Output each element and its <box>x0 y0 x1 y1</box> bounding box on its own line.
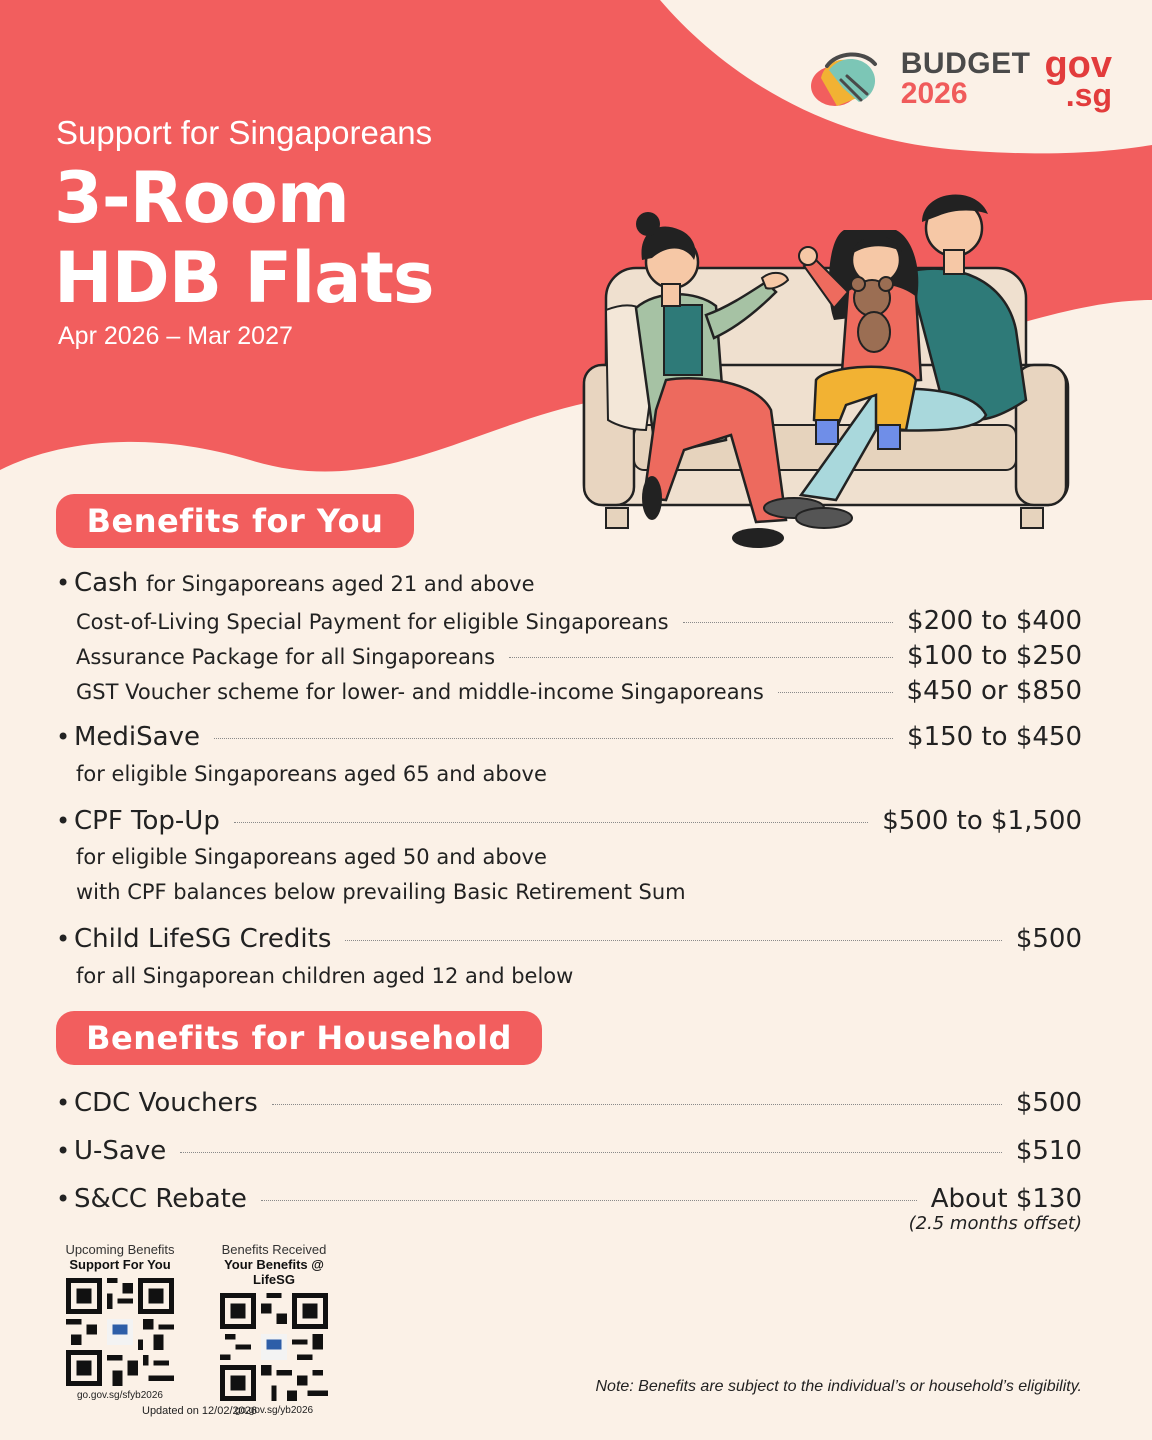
qr-subtitle: Your Benefits @ LifeSG <box>224 1257 324 1287</box>
qr-code-icon[interactable] <box>220 1293 328 1401</box>
family-on-sofa-illustration <box>576 180 1076 580</box>
budget-label: BUDGET <box>900 47 1031 80</box>
updated-date: Updated on 12/02/2026 <box>142 1405 257 1417</box>
household-item-label: S&CC Rebate <box>74 1184 247 1214</box>
bullet: • <box>56 1185 71 1213</box>
hero-period: Apr 2026 – Mar 2027 <box>58 322 293 350</box>
dotted-leader <box>778 692 893 693</box>
household-item-amount: $510 <box>1015 1136 1082 1166</box>
qr-block-upcoming-benefits <box>55 1242 185 1401</box>
dotted-leader <box>180 1152 1002 1153</box>
medisave-amount: $150 to $450 <box>907 722 1082 752</box>
page-title-line-1: 3-Room <box>54 157 349 239</box>
hero-subtitle: Support for Singaporeans <box>56 114 433 151</box>
u-save-row <box>56 1136 1082 1166</box>
bullet: • <box>56 807 71 835</box>
benefits-for-household-heading: Benefits for Household <box>56 1011 542 1065</box>
dotted-leader <box>509 657 893 658</box>
qr-code-icon[interactable] <box>66 1278 174 1386</box>
household-item-amount: About $130 <box>930 1184 1082 1214</box>
cash-row <box>56 568 1082 598</box>
cash-item-assurance-package <box>76 641 1082 671</box>
medisave-description: for eligible Singaporeans aged 65 and above <box>76 762 547 786</box>
benefits-for-you-heading: Benefits for You <box>56 494 414 548</box>
bullet: • <box>56 1137 71 1165</box>
scc-offset-note: (2.5 months offset) <box>908 1213 1082 1234</box>
dotted-leader <box>272 1104 1002 1105</box>
cash-label: Cash <box>74 568 139 598</box>
scc-rebate-row <box>56 1184 1082 1214</box>
cash-item-label: Assurance Package for all Singaporeans <box>76 645 496 669</box>
dotted-leader <box>345 940 1001 941</box>
household-item-label: CDC Vouchers <box>74 1088 258 1118</box>
qr-url[interactable]: go.gov.sg/yb2026 <box>234 1405 314 1416</box>
budget-year: 2026 <box>900 77 968 110</box>
qr-block-benefits-received <box>209 1242 339 1416</box>
cdc-vouchers-row <box>56 1088 1082 1118</box>
budget-wordmark <box>901 49 1031 109</box>
govsg-logo <box>1044 44 1112 113</box>
bullet: • <box>56 569 71 597</box>
medisave-row <box>56 722 1082 752</box>
govsg-logo-gov: gov <box>1044 44 1112 87</box>
child-lifesg-credits-label: Child LifeSG Credits <box>74 924 332 954</box>
cash-item-cost-of-living <box>76 606 1082 636</box>
child-lifesg-credits-amount: $500 <box>1015 924 1082 954</box>
dotted-leader <box>261 1200 917 1201</box>
medisave-label: MediSave <box>74 722 200 752</box>
eligibility-note: Note: Benefits are subject to the individual’s or household’s eligibility. <box>595 1378 1082 1395</box>
cpf-description-line-2: with CPF balances below prevailing Basic Retirement Sum <box>76 880 686 904</box>
cash-item-amount: $100 to $250 <box>907 641 1082 671</box>
cpf-top-up-row <box>56 806 1082 836</box>
cpf-top-up-amount: $500 to $1,500 <box>882 806 1082 836</box>
bullet: • <box>56 1089 71 1117</box>
child-lifesg-credits-row <box>56 924 1082 954</box>
dotted-leader <box>234 822 868 823</box>
qr-subtitle: Support For You <box>69 1257 171 1272</box>
qr-title: Upcoming Benefits <box>65 1242 175 1257</box>
logo-area <box>807 44 1112 113</box>
cash-item-label: GST Voucher scheme for lower- and middle-income Singaporeans <box>76 680 764 704</box>
bullet: • <box>56 925 71 953</box>
bullet: • <box>56 723 71 751</box>
cash-item-amount: $200 to $400 <box>907 606 1082 636</box>
household-item-amount: $500 <box>1015 1088 1082 1118</box>
child-lifesg-description: for all Singaporean children aged 12 and below <box>76 964 574 988</box>
budget-handshake-logo-icon <box>807 48 887 110</box>
page-title <box>54 158 434 318</box>
cash-item-amount: $450 or $850 <box>906 676 1082 706</box>
cash-item-label: Cost-of-Living Special Payment for eligible Singaporeans <box>76 610 669 634</box>
household-item-label: U-Save <box>74 1136 167 1166</box>
dotted-leader <box>214 738 893 739</box>
cpf-top-up-label: CPF Top-Up <box>74 806 220 836</box>
page-title-line-2: HDB Flats <box>54 237 434 319</box>
govsg-logo-sg: .sg <box>1065 76 1112 113</box>
cpf-description-line-1: for eligible Singaporeans aged 50 and above <box>76 845 547 869</box>
qr-url[interactable]: go.gov.sg/sfyb2026 <box>77 1390 163 1401</box>
dotted-leader <box>683 622 894 623</box>
cash-qualifier: for Singaporeans aged 21 and above <box>146 572 535 596</box>
qr-title: Benefits Received <box>221 1242 327 1257</box>
cash-item-gst-voucher <box>76 676 1082 706</box>
